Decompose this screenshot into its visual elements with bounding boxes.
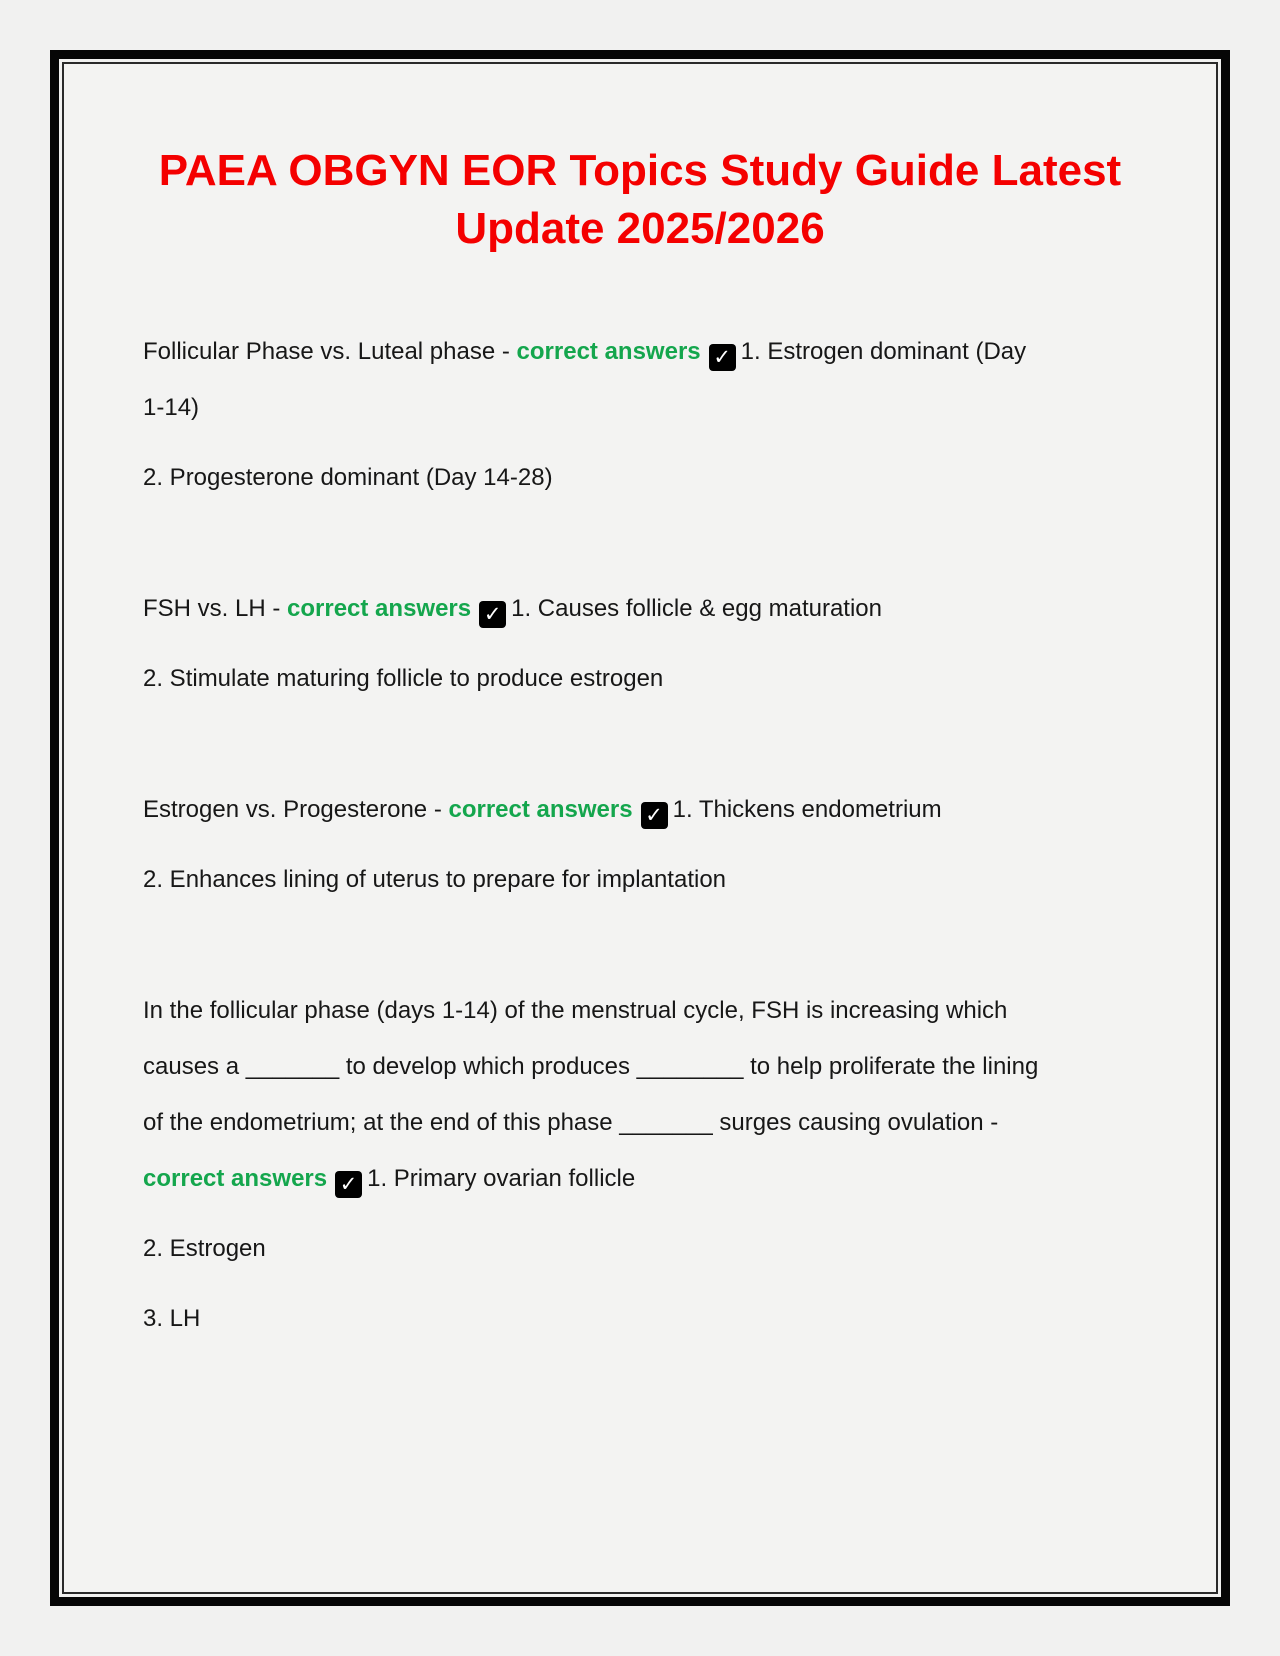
checkmark-icon: ✓ (641, 802, 668, 829)
page-title-line-2: Update 2025/2026 (455, 204, 825, 253)
correct-answers-label: correct answers (448, 796, 633, 823)
answer-text: 1. Primary ovarian follicle (367, 1165, 636, 1192)
correct-answers-label: correct answers (143, 1165, 328, 1192)
answer-text: 1. Causes follicle & egg maturation (511, 595, 882, 622)
correct-answers-label: correct answers (287, 595, 472, 622)
answer-line: 2. Enhances lining of uterus to prepare for implantation (143, 866, 727, 893)
qa-entry (143, 324, 1043, 506)
checkmark-icon: ✓ (479, 601, 506, 628)
answer-text: 1. Thickens endometrium (672, 796, 942, 823)
qa-question-line (143, 581, 1043, 637)
checkmark-icon: ✓ (335, 1171, 362, 1198)
page-title-line-1: PAEA OBGYN EOR Topics Study Guide Latest (158, 146, 1122, 195)
answer-text: 1. Estrogen dominant (Day 1-14) (143, 338, 1027, 421)
page-border (50, 50, 1230, 1606)
qa-entry (143, 983, 1043, 1347)
question-text: Estrogen vs. Progesterone - (143, 796, 449, 823)
question-text: In the follicular phase (days 1-14) of the menstrual cycle, FSH is increasing which causes a _______ to develop which produces ________ to help proliferate the lining of the endometrium; at the end of this phase _______ surges causing ovulation - (143, 997, 1039, 1136)
answer-line: 2. Estrogen (143, 1235, 266, 1262)
qa-entry (143, 782, 1043, 908)
correct-answers-label: correct answers (516, 338, 701, 365)
page-content (64, 64, 1216, 1592)
answer-line: 2. Stimulate maturing follicle to produce estrogen (143, 665, 664, 692)
qa-question-line (143, 782, 1043, 838)
checkmark-icon: ✓ (709, 344, 736, 371)
qa-entry (143, 581, 1043, 707)
page-border-inner (62, 62, 1218, 1594)
qa-question-line (143, 324, 1043, 436)
answer-line: 2. Progesterone dominant (Day 14-28) (143, 464, 553, 491)
qa-question-line (143, 983, 1043, 1207)
answer-line: 3. LH (143, 1305, 201, 1332)
question-text: Follicular Phase vs. Luteal phase - (143, 338, 517, 365)
document-body (143, 324, 1043, 1347)
page-title (64, 142, 1216, 258)
question-text: FSH vs. LH - (143, 595, 288, 622)
